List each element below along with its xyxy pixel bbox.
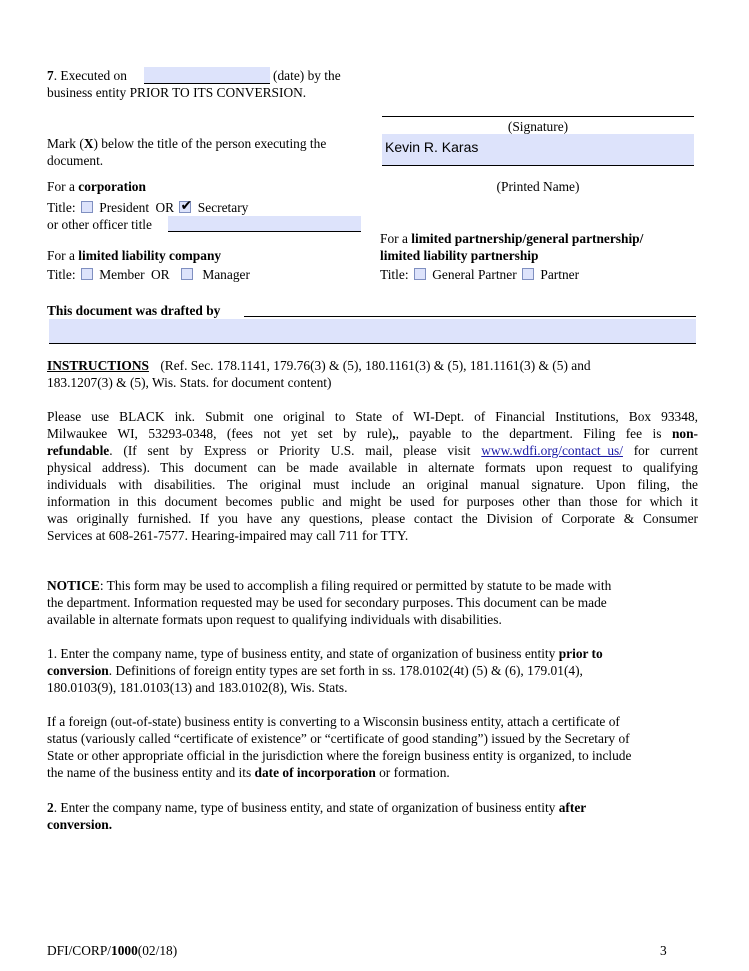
- item-1-paragraph: 1. Enter the company name, type of business entity, and state of organization of business entity prior to conversion. Definitions of foreign entity types are set forth in ss. 178.0102(4t) (5) & (6), 179.01(4), 180.0103(9), 181.0103(13) and 183.0102(8), Wis. Stats.: [47, 646, 603, 695]
- corporation-heading: For a corporation: [47, 179, 146, 194]
- instructions-heading-row: INSTRUCTIONS (Ref. Sec. 178.1141, 179.76(3) & (5), 180.1161(3) & (5), 181.1161(3) & (5) and 183.1207(3) & (5), Wis. Stats. for document content): [47, 358, 591, 390]
- signature-label: (Signature): [507, 119, 569, 134]
- drafted-by-underline: [244, 316, 696, 317]
- printed-name-field[interactable]: [382, 134, 694, 166]
- llc-title-row: Title: Member OR Manager: [47, 267, 250, 282]
- secretary-checkbox[interactable]: [179, 198, 193, 214]
- mark-instruction: Mark (X) below the title of the person executing the document.: [47, 136, 327, 168]
- other-officer-label: or other officer title: [47, 217, 152, 232]
- instructions-heading: INSTRUCTIONS: [47, 358, 149, 373]
- llc-heading: For a limited liability company: [47, 248, 222, 263]
- printed-name-label: (Printed Name): [496, 179, 580, 194]
- lp-heading: For a limited partnership/general partnership/ limited liability partnership: [380, 231, 644, 263]
- section-number: 7: [47, 68, 54, 83]
- drafted-by-field[interactable]: [49, 319, 696, 344]
- executed-date-field[interactable]: [144, 67, 270, 84]
- item-2-paragraph: 2. Enter the company name, type of business entity, and state of organization of business entity after conversion.: [47, 800, 587, 832]
- manager-checkbox[interactable]: [181, 268, 193, 280]
- president-checkbox[interactable]: [81, 201, 93, 213]
- partner-checkbox[interactable]: [522, 268, 534, 280]
- check-mark-icon: ✔: [180, 198, 193, 214]
- printed-name-value: Kevin R. Karas: [385, 139, 479, 155]
- other-officer-title-field[interactable]: [168, 216, 361, 232]
- notice-paragraph: NOTICE: This form may be used to accomplish a filing required or permitted by statute to be made with the department. Information requested may be used for secondary purposes. This document can be made available in alternate formats upon request to qualifying individuals with disabilities.: [47, 578, 612, 627]
- foreign-entity-paragraph: If a foreign (out-of-state) business entity is converting to a Wisconsin business entity, attach a certificate of status (variously called “certificate of existence” or “certificate of good standing”) issued by the Secretary of State or other appropriate official in the jurisdiction where the foreign business entity is organized, to include the name of the business entity and its date of incorporation or formation.: [47, 714, 632, 780]
- general-partner-checkbox[interactable]: [414, 268, 426, 280]
- corporation-title-row: Title: President OR ✔ Secretary: [47, 198, 249, 215]
- form-number: DFI/CORP/1000(02/18): [47, 943, 178, 958]
- signature-line[interactable]: [382, 116, 694, 117]
- member-checkbox[interactable]: [81, 268, 93, 280]
- lp-title-row: Title: General Partner Partner: [380, 267, 580, 282]
- contact-us-link[interactable]: www.wdfi.org/contact_us/: [481, 443, 623, 458]
- drafted-by-label: This document was drafted by: [47, 303, 221, 318]
- section-7-line1: 7. Executed on: [47, 68, 127, 83]
- section-7-line2: business entity PRIOR TO ITS CONVERSION.: [47, 85, 307, 100]
- date-suffix: (date) by the: [273, 68, 341, 83]
- page-number: 3: [660, 943, 667, 958]
- instructions-paragraph: Please use BLACK ink. Submit one original to State of WI-Dept. of Financial Institutions, Box 93348, Milwaukee WI, 53293-0348, (fees not yet set by rule),, payable to the department. Filing fee is non- refundable. (If sent by Express or Priority U.S. mail, please visit www.wdfi.org/contact_us/ for current physical address). This document can be made available in alternate formats upon request to qualifying individuals with disabilities. The original must include an original manual signature. Upon filing, the information in this document becomes public and might be used for purposes other than those for which it was originally furnished. If you have any questions, please contact the Division of Corporate & Consumer Services at 608-261-7577. Hearing-impaired may call 711 for TTY.: [47, 409, 698, 543]
